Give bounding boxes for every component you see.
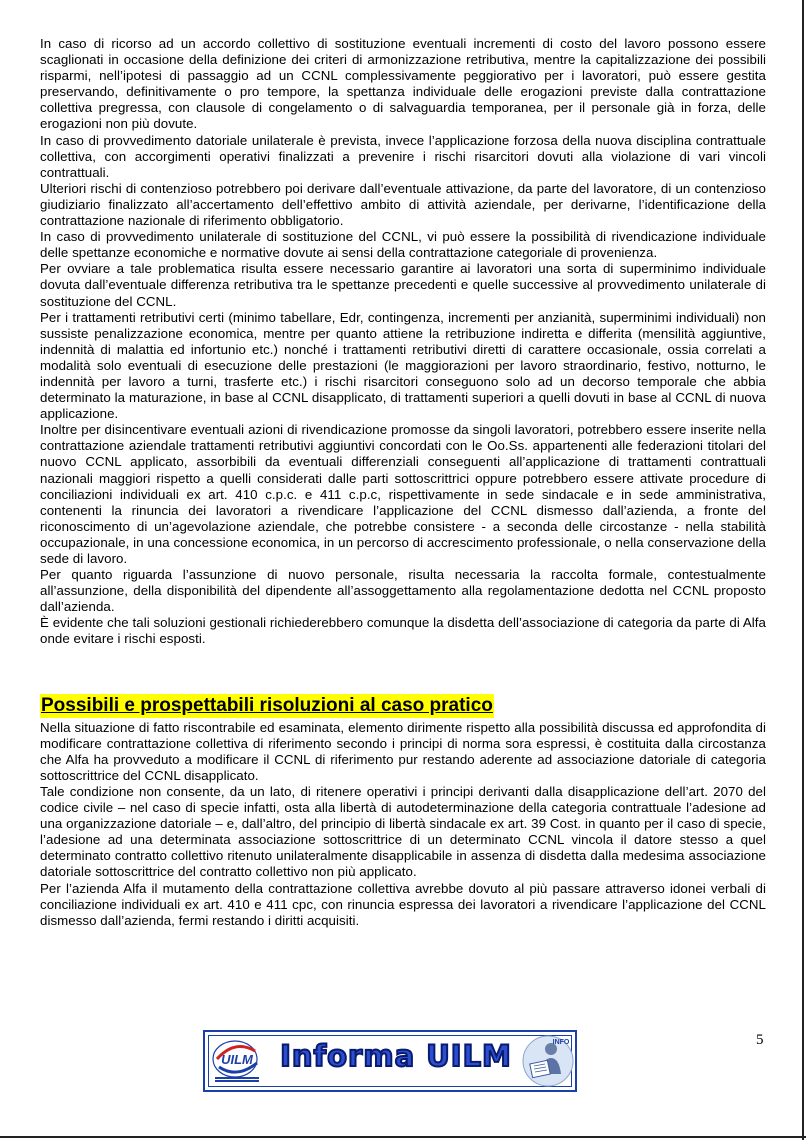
logo-text: UILM [221,1052,253,1067]
paragraph: È evidente che tali soluzioni gestionali richiederebbero comunque la disdetta dell’associazione di categoria da parte di Alfa onde evitare i rischi esposti. [40,615,766,647]
paragraph: Per i trattamenti retributivi certi (minimo tabellare, Edr, contingenza, incrementi per anzianità, superminimi individuali) non sussiste penalizzazione economica, mentre per quanto attiene la retribuzione indiretta e differita (mensilità aggiuntive, indennità di malattia ed infortunio etc.) nonché i trattamenti retributivi diretti di carattere occasionale, ossia correlati a modalità solo eventuali di esecuzione delle prestazioni (le maggiorazioni per lavoro straordinario, festivo, notturno, le indennità per lavoro a turni, trasferte etc.) i rischi risarcitori conseguono solo ad un decorso temporale che abbia determinato la maturazione, in base al CCNL disapplicato, di trattamenti superiori a quelli dovuti in base al CCNL di nuova applicazione. [40,309,766,422]
page-number: 5 [756,1032,764,1048]
reader-figure-icon [521,1034,575,1088]
paragraph: Inoltre per disincentivare eventuali azioni di rivendicazione promosse da singoli lavoratori, potrebbero essere inserite nella contrattazione aziendale trattamenti retributivi aggiuntivi concordati con le Oo.Ss. appartenenti alle federazioni titolari del nuovo CCNL applicato, assorbibili da eventuali differenziali conseguenti all’applicazione di trattamenti contrattuali nazionali maggiori rispetto a quelli considerati dalle parti sottoscrittrici oppure potrebbero essere attivate procedure di conciliazioni individuali ex art. 410 c.p.c. e 411 c.p.c, rispettivamente in sede sindacale e in sede amministrativa, contenenti la rinuncia dei lavoratori a rivendicare l’applicazione del CCNL dismesso dall’azienda, a fronte del riconoscimento di un’agevolazione aziendale, che potrebbe consistere - a seconda delle circostanze - nella stabilità occupazionale, in una concessione economica, in un percorso di accrescimento professionale, o nella conservazione della sede di lavoro. [40,422,766,566]
paragraph: Tale condizione non consente, da un lato, di ritenere operativi i principi derivanti dalla disapplicazione dell’art. 2070 del codice civile – nel caso di specie infatti, osta alla libertà di autodeterminazione della categoria contrattuale l’adesione ad una organizzazione datoriale – e, dall’altro, del principio di libertà sindacale ex art. 39 Cost. in quanto per il caso di specie, l’adesione ad una determinata associazione sottoscrittrice di un determinato CCNL vincola il datore stesso a quel determinato contratto collettivo ritenuto unilateralmente disapplicabile in assenza di disdetta dalla medesima associazione datoriale sottoscrittrice del contratto collettivo non più applicato. [40,783,766,880]
informa-uilm-banner [203,1030,577,1092]
uilm-logo-icon [211,1037,271,1085]
paragraph: Per l’azienda Alfa il mutamento della contrattazione collettiva avrebbe dovuto al più passare attraverso idonei verbali di conciliazione individuali ex art. 410 e 411 cpc, con rinuncia espressa dei lavoratori a rivendicare l’applicazione del CCNL dismesso dall’azienda, fermi restando i diritti acquisiti. [40,880,766,928]
page-border-bottom [0,1136,806,1138]
paragraph: Per quanto riguarda l’assunzione di nuovo personale, risulta necessaria la raccolta formale, contestualmente all’assunzione, della disponibilità del dipendente all’assoggettamento alla regolamentazione dedotta nel CCNL proposto dall’azienda. [40,567,766,615]
paragraph: In caso di provvedimento datoriale unilaterale è prevista, invece l’applicazione forzosa della nuova disciplina contrattuale collettiva, con accorgimenti operativi finalizzati a prevenire i rischi risarcitori dovuti alla violazione di vari vincoli contrattuali. [40,132,766,180]
paragraph: In caso di provvedimento unilaterale di sostituzione del CCNL, vi può essere la possibilità di rivendicazione individuale delle spettanze economiche e normative dovute ai sensi della contrattazione categoriale di provenienza. [40,229,766,261]
page-border-right [802,0,804,1140]
paragraph: Per ovviare a tale problematica risulta essere necessario garantire ai lavoratori una sorta di superminimo individuale dovuta dall’eventuale differenza retributiva tra le spettanze precedenti e quelle successive al provvedimento unilaterale di sostituzione del CCNL. [40,261,766,309]
paragraph: Nella situazione di fatto riscontrabile ed esaminata, elemento dirimente rispetto alla possibilità discussa ed approfondita di modificare contrattazione collettiva di riferimento secondo i principi di norma sora espressi, è costituita dalla circostanza che Alfa ha provveduto a modificare il CCNL di riferimento pur restando aderente ad associazione datoriale di categoria sottoscrittrice del CCNL disapplicato. [40,719,766,783]
banner-title: Informa UILM [280,1039,512,1073]
section-spacer [40,648,766,694]
info-badge: INFO [552,1039,570,1046]
paragraph: In caso di ricorso ad un accordo collettivo di sostituzione eventuali incrementi di costo del lavoro possono essere scaglionati in occasione della definizione dei criteri di armonizzazione retributiva, mentre la capitalizzazione dei possibili risparmi, nell’ipotesi di passaggio ad un CCNL complessivamente peggiorativo per i lavoratori, può essere gestita preservando, definitivamente o pro tempore, la spettanza individuale delle erogazioni previste dalla contrattazione collettiva pregressa, con clausole di congelamento o di salvaguardia temporanea, per il personale già in forza, delle erogazioni non più dovute. [40,36,766,132]
section-heading: Possibili e prospettabili risoluzioni al caso pratico [41,694,493,716]
paragraph: Ulteriori rischi di contenzioso potrebbero poi derivare dall’eventuale attivazione, da parte del lavoratore, di un contenzioso giudiziario finalizzato all’accertamento dell’effettivo ambito di attività aziendale, per derivarne, l’identificazione della contrattazione nazionale di riferimento obbligatorio. [40,180,766,229]
document-body [40,36,766,929]
